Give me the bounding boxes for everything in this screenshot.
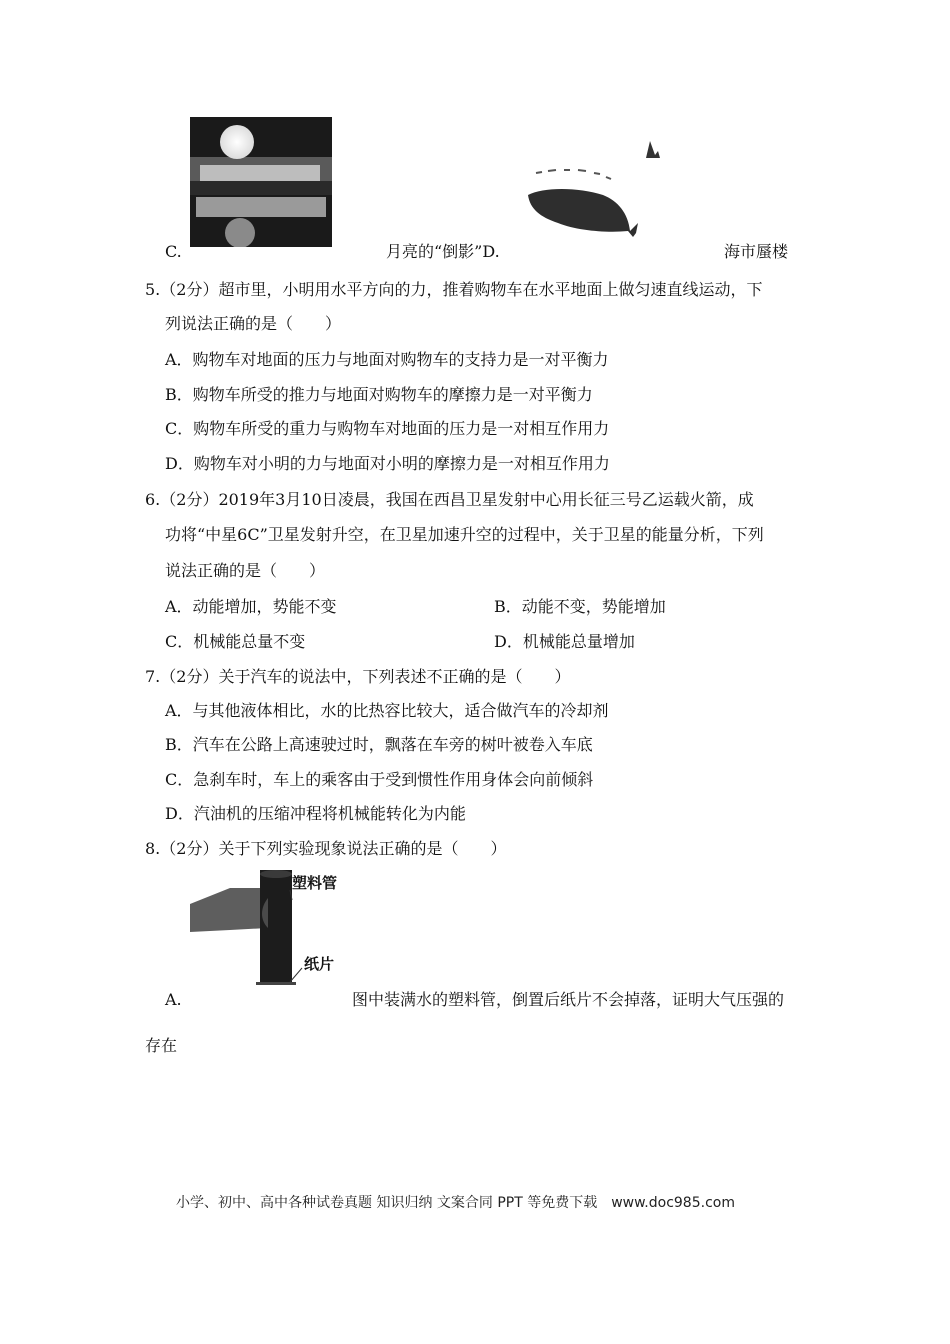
q7-option-c: C．急刹车时，车上的乘客由于受到惯性作用身体会向前倾斜 xyxy=(165,770,594,789)
q7-option-d: D．汽油机的压缩冲程将机械能转化为内能 xyxy=(165,804,466,823)
q4-option-c-caption: 月亮的“倒影”D. xyxy=(386,242,500,261)
q5-option-a: A．购物车对地面的压力与地面对购物车的支持力是一对平衡力 xyxy=(165,350,609,369)
mirage-image xyxy=(518,133,668,251)
q6-option-d: D．机械能总量增加 xyxy=(494,632,635,651)
q6-stem-line1: 6.（2分）2019年3月10日凌晨，我国在西昌卫星发射中心用长征三号乙运载火箭，成 xyxy=(145,490,754,509)
q5-option-c: C．购物车所受的重力与购物车对地面的压力是一对相互作用力 xyxy=(165,419,610,438)
q7-option-a: A．与其他液体相比，水的比热容比较大，适合做汽车的冷却剂 xyxy=(165,701,609,720)
q5-option-d: D．购物车对小明的力与地面对小明的摩擦力是一对相互作用力 xyxy=(165,454,610,473)
q4-option-d-caption: 海市蜃楼 xyxy=(724,242,789,261)
q7-option-b: B．汽车在公路上高速驶过时，飘落在车旁的树叶被卷入车底 xyxy=(165,735,593,754)
q5-stem-line1: 5.（2分）超市里，小明用水平方向的力，推着购物车在水平地面上做匀速直线运动，下 xyxy=(145,280,763,299)
q8-stem: 8.（2分）关于下列实验现象说法正确的是（ ） xyxy=(145,839,507,858)
q8-option-a-continuation: 存在 xyxy=(145,1036,178,1055)
q6-option-c: C．机械能总量不变 xyxy=(165,632,306,651)
q6-stem-line3: 说法正确的是（ ） xyxy=(165,561,326,580)
paper-label: 纸片 xyxy=(304,955,335,973)
q5-option-b: B．购物车所受的推力与地面对购物车的摩擦力是一对平衡力 xyxy=(165,385,593,404)
q6-option-a: A．动能增加，势能不变 xyxy=(165,597,337,616)
q8-option-a-letter: A. xyxy=(165,990,182,1009)
q5-stem-line2: 列说法正确的是（ ） xyxy=(165,314,342,333)
page-footer: 小学、初中、高中各种试卷真题 知识归纳 文案合同 PPT 等免费下载 www.doc985.com xyxy=(176,1195,735,1211)
tube-label: 塑料管 xyxy=(292,874,338,892)
q7-stem: 7.（2分）关于汽车的说法中，下列表述不正确的是（ ） xyxy=(145,667,571,686)
q6-option-b: B．动能不变，势能增加 xyxy=(494,597,666,616)
q4-option-c-letter: C. xyxy=(165,242,182,261)
moon-reflection-image xyxy=(190,117,332,247)
q8-option-a-text: 图中装满水的塑料管，倒置后纸片不会掉落，证明大气压强的 xyxy=(352,990,785,1009)
q6-stem-line2: 功将“中星6C”卫星发射升空，在卫星加速升空的过程中，关于卫星的能量分析，下列 xyxy=(165,525,764,544)
